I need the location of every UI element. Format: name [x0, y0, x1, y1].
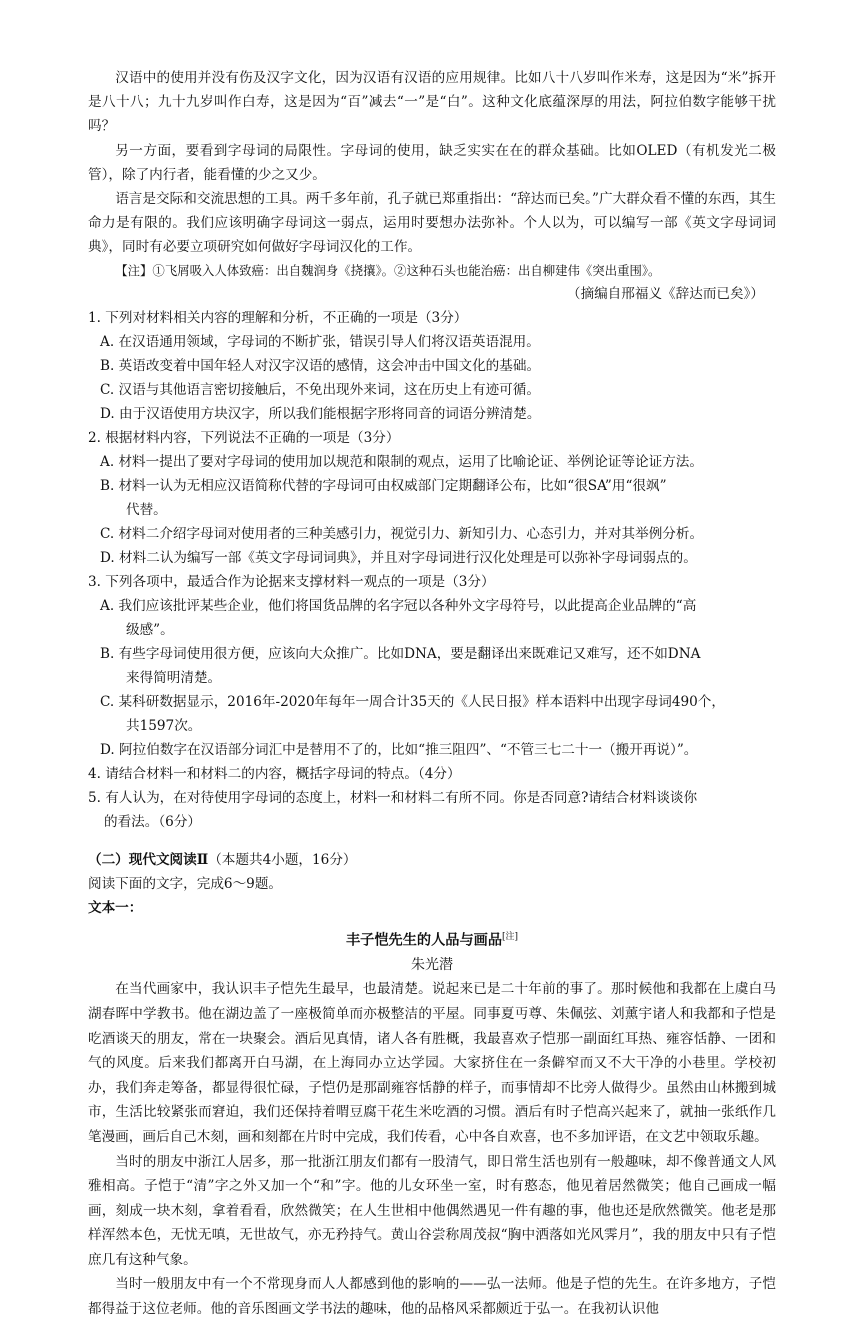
option-a [88, 594, 776, 642]
article-paragraph-3: 当时一般朋友中有一个不常现身而人人都感到他的影响的——弘一法师。他是子恺的先生。在许多地方，子恺都得益于这位老师。他的音乐图画文学书法的趣味，他的品格风采都颇近于弘一。在我初认识他 [88, 1276, 776, 1318]
section-title: （二）现代文阅读Ⅱ [88, 851, 209, 868]
question-stem: 3. 下列各项中，最适合作为论据来支撑材料一观点的一项是（3分） [88, 573, 495, 590]
question-3 [88, 570, 776, 762]
section-heading [88, 848, 776, 872]
option-c [88, 690, 776, 738]
option-b [88, 642, 776, 690]
option-b-line1: B. 有些字母词使用很方便，应该向大众推广。比如DNA，要是翻译出来既难记又难写，还不如DNA [100, 645, 701, 662]
option-b-line1: B. 材料一认为无相应汉语简称代替的字母词可由权威部门定期翻译公布，比如“很SA”用“很飒” [100, 477, 667, 494]
text-label: 文本一： [88, 899, 143, 916]
question-5-line1: 5. 有人认为，在对待使用字母词的态度上，材料一和材料二有所不同。你是否同意?请结合材料谈谈你 [88, 789, 698, 806]
option-a-line2: 级感”。 [126, 621, 174, 638]
option-a: A. 材料一提出了要对字母词的使用加以规范和限制的观点，运用了比喻论证、举例论证等论证方法。 [100, 453, 703, 470]
intro-paragraph-1: 汉语中的使用并没有伤及汉字文化，因为汉语有汉语的应用规律。比如八十八岁叫作米寿，这是因为“米”拆开是八十八；九十九岁叫作白寿，这是因为“百”减去“一”是“白”。这种文化底蕴深厚的用法，阿拉伯数字能够干扰吗？ [88, 70, 776, 135]
document-page [88, 66, 776, 1322]
section-note: （本题共4小题，16分） [208, 851, 357, 868]
article-paragraph-1: 在当代画家中，我认识丰子恺先生最早，也最清楚。说起来已是二十年前的事了。那时候他和我都在上虞白马湖春晖中学教书。他在湖边盖了一座极简单而亦极整洁的平屋。同事夏丏尊、朱佩弦、刘薰宇诸人和我都和子恺是吃酒谈天的朋友，常在一块聚会。酒后见真情，诸人各有胜概，我最喜欢子恺那一副面红耳热、雍容恬静、一团和气的风度。后来我们都离开白马湖，在上海同办立达学园。大家挤住在一条僻窄而又不大干净的小巷里。学校初办，我们奔走筹备，都显得很忙碌，子恺仍是那副雍容恬静的样子，而事情却不比旁人做得少。虽然由山林搬到城市，生活比较紧张而窘迫，我们还保持着喟豆腐干花生米吃酒的习惯。酒后有时子恺高兴起来了，就抽一张纸作几笔漫画，画后自己木刻，画和刻都在片时中完成，我们传看，心中各自欢喜，也不多加评语，在文艺中领取乐趣。 [88, 981, 776, 1145]
option-a: A. 在汉语通用领域，字母词的不断扩张，错误引导人们将汉语英语混用。 [100, 333, 540, 350]
article-paragraph-2: 当时的朋友中浙江人居多，那一批浙江朋友们都有一股清气，即日常生活也别有一般趣味，却不像普通文人风雅相高。子恺于“清”字之外又加一个“和”字。他的儿女环坐一室，时有憨态，他见着居然微笑；他自己画成一幅画，刻成一块木刻，拿着看看，欣然微笑；在人生世相中他偶然遇见一件有趣的事，他也还是欣然微笑。他老是那样浑然本色，无忧无嗔，无世故气，亦无矜持气。黄山谷尝称周茂叔“胸中洒落如光风霁月”，我的朋友中只有子恺庶几有这种气象。 [88, 1153, 776, 1268]
article-title-text: 丰子恺先生的人品与画品 [345, 932, 503, 949]
option-c-line1: C. 某科研数据显示，2016年-2020年每年一周合计35天的《人民日报》样本语料中出现字母词490个， [100, 693, 725, 710]
question-5-line2: 的看法。（6分） [104, 813, 202, 830]
footnote: 【注】①飞屑吸入人体致癌：出自魏润身《挠攘》。②这种石头也能治癌：出自柳建伟《突出重围》。 [115, 262, 661, 278]
option-a-line1: A. 我们应该批评某些企业，他们将国货品牌的名字冠以各种外文字母符号，以此提高企业品牌的“高 [100, 597, 697, 614]
question-stem: 2. 根据材料内容，下列说法不正确的一项是（3分） [88, 429, 400, 446]
option-d: D. 材料二认为编写一部《英文字母词词典》，并且对字母词进行汉化处理是可以弥补字母词弱点的。 [100, 549, 697, 566]
article-author: 朱光潜 [411, 957, 453, 974]
option-b-line2: 来得简明清楚。 [126, 669, 222, 686]
option-d: D. 阿拉伯数字在汉语部分词汇中是替用不了的，比如“推三阻四”、“不管三七二十一（搬开再说）”。 [100, 741, 698, 758]
question-2 [88, 426, 776, 570]
option-b: B. 英语改变着中国年轻人对汉字汉语的感情，这会冲击中国文化的基础。 [100, 357, 541, 374]
intro-paragraph-2: 另一方面，要看到字母词的局限性。字母词的使用，缺乏实实在在的群众基础。比如OLED（有机发光二极管），除了内行者，能看懂的少之又少。 [88, 142, 776, 183]
option-c: C. 材料二介绍字母词对使用者的三种美感引力，视觉引力、新知引力、心态引力，并对其举例分析。 [100, 525, 704, 542]
intro-paragraph-3: 语言是交际和交流思想的工具。两千多年前，孔子就已郑重指出：“辞达而已矣。”广大群众看不懂的东西，其生命力是有限的。我们应该明确字母词这一弱点，运用时要想办法弥补。个人以为，可以编写一部《英文字母词词典》，同时有必要立项研究如何做好字母词汉化的工作。 [88, 191, 776, 256]
option-b-line2: 代替。 [126, 501, 167, 518]
title-footnote-mark: [注] [502, 931, 519, 942]
section-instruction: 阅读下面的文字，完成6～9题。 [88, 875, 283, 892]
question-4: 4. 请结合材料一和材料二的内容，概括字母词的特点。（4分） [88, 765, 461, 782]
article-title [88, 924, 776, 954]
question-1 [88, 306, 776, 426]
option-d: D. 由于汉语使用方块汉字，所以我们能根据字形将同音的词语分辨清楚。 [100, 405, 541, 422]
option-c-line2: 共1597次。 [126, 717, 202, 734]
question-5 [88, 786, 776, 834]
option-c: C. 汉语与其他语言密切接触后，不免出现外来词，这在历史上有迹可循。 [100, 381, 540, 398]
source-citation: （摘编自邢福义《辞达而已矣》） [566, 285, 764, 302]
option-b [88, 474, 776, 522]
question-stem: 1. 下列对材料相关内容的理解和分析，不正确的一项是（3分） [88, 309, 468, 326]
